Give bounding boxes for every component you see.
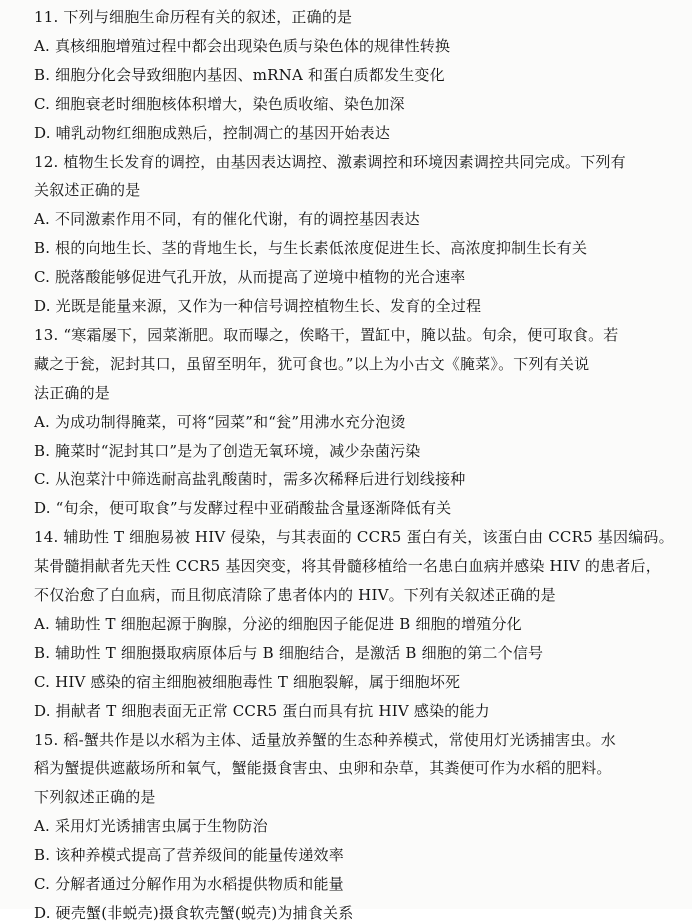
q14-stem-line-3: 不仅治愈了白血病，而且彻底清除了患者体内的 HIV。下列有关叙述正确的是	[34, 586, 556, 604]
q11-option-a: A. 真核细胞增殖过程中都会出现染色质与染色体的规律性转换	[34, 36, 451, 55]
q15-option-c: C. 分解者通过分解作用为水稻提供物质和能量	[34, 875, 344, 893]
q12-option-a: A. 不同激素作用不同，有的催化代谢，有的调控基因表达	[34, 210, 420, 229]
q13-stem-line-2: 藏之于瓮，泥封其口，虽留至明年，犹可食也。”以上为小古文《腌菜》。下列有关说	[34, 354, 590, 373]
q12-stem-line-1: 12. 植物生长发育的调控，由基因表达调控、激素调控和环境因素调控共同完成。下列有	[34, 152, 626, 171]
q12-stem-line-2: 关叙述正确的是	[34, 181, 141, 200]
q11-stem-line-1: 11. 下列与细胞生命历程有关的叙述，正确的是	[34, 8, 353, 26]
q11-option-c: C. 细胞衰老时细胞核体积增大，染色质收缩、染色加深	[34, 94, 405, 113]
q15-option-d: D. 硬壳蟹(非蜕壳)摄食软壳蟹(蜕壳)为捕食关系	[34, 903, 354, 922]
q14-option-d: D. 捐献者 T 细胞表面无正常 CCR5 蛋白而具有抗 HIV 感染的能力	[34, 701, 490, 720]
q13-option-b: B. 腌菜时“泥封其口”是为了创造无氧环境，减少杂菌污染	[34, 441, 421, 460]
q15-option-a: A. 采用灯光诱捕害虫属于生物防治	[34, 817, 268, 836]
q12-option-d: D. 光既是能量来源，又作为一种信号调控植物生长、发育的全过程	[34, 297, 482, 315]
q14-option-a: A. 辅助性 T 细胞起源于胸腺，分泌的细胞因子能促进 B 细胞的增殖分化	[34, 614, 522, 633]
q13-option-a: A. 为成功制得腌菜，可将“园菜”和“瓮”用沸水充分泡烫	[34, 412, 406, 431]
q12-option-b: B. 根的向地生长、茎的背地生长，与生长素低浓度促进生长、高浓度抑制生长有关	[34, 239, 588, 258]
q11-option-b: B. 细胞分化会导致细胞内基因、mRNA 和蛋白质都发生变化	[34, 65, 445, 84]
q15-stem-line-2: 稻为蟹提供遮蔽场所和氧气，蟹能摄食害虫、虫卵和杂草，其粪便可作为水稻的肥料。	[34, 759, 612, 778]
q13-option-d: D. “旬余，便可取食”与发酵过程中亚硝酸盐含量逐渐降低有关	[34, 499, 452, 518]
q13-stem-line-1: 13. “寒霜屡下，园菜渐肥。取而曝之，俟略干，置缸中，腌以盐。旬余，便可取食。若	[34, 325, 619, 344]
q12-option-c: C. 脱落酸能够促进气孔开放，从而提高了逆境中植物的光合速率	[34, 268, 466, 287]
q15-stem-line-3: 下列叙述正确的是	[34, 788, 156, 807]
q15-option-b: B. 该种养模式提高了营养级间的能量传递效率	[34, 846, 344, 865]
q14-option-b: B. 辅助性 T 细胞摄取病原体后与 B 细胞结合，是激活 B 细胞的第二个信号	[34, 643, 544, 662]
q14-stem-line-2: 某骨髓捐献者先天性 CCR5 基因突变，将其骨髓移植给一名患白血病并感染 HIV 的患者后，	[34, 557, 661, 576]
q11-option-d: D. 哺乳动物红细胞成熟后，控制凋亡的基因开始表达	[34, 123, 391, 142]
q13-stem-line-3: 法正确的是	[34, 383, 111, 402]
q13-option-c: C. 从泡菜汁中筛选耐高盐乳酸菌时，需多次稀释后进行划线接种	[34, 470, 466, 489]
q14-stem-line-1: 14. 辅助性 T 细胞易被 HIV 侵染，与其表面的 CCR5 蛋白有关，该蛋白由 CCR5 基因编码。	[34, 528, 674, 547]
q14-option-c: C. HIV 感染的宿主细胞被细胞毒性 T 细胞裂解，属于细胞坏死	[34, 672, 461, 691]
q15-stem-line-1: 15. 稻-蟹共作是以水稻为主体、适量放养蟹的生态种养模式，常使用灯光诱捕害虫。水	[34, 730, 616, 749]
